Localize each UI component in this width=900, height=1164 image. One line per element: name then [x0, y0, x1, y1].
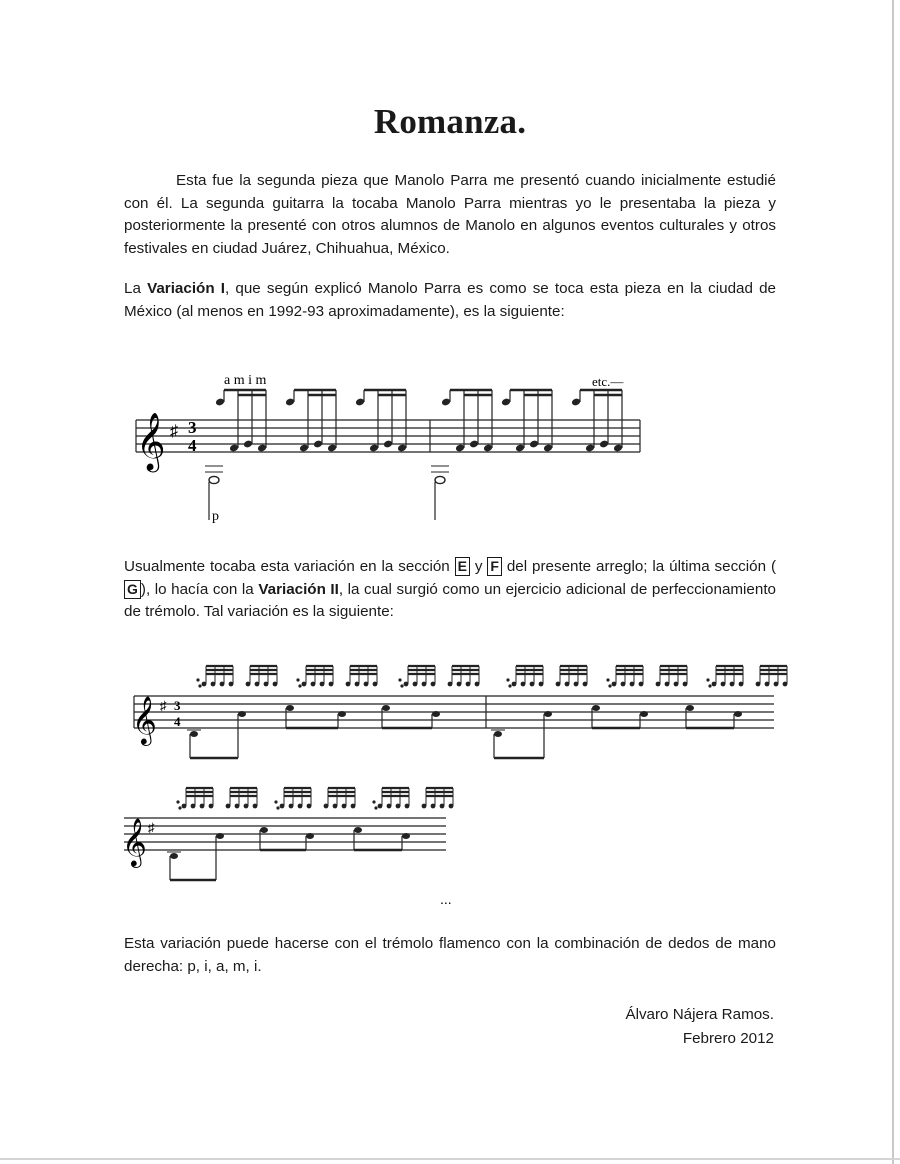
page-title: Romanza.	[373, 102, 527, 141]
closing-paragraph: Esta variación puede hacerse con el trémolo flamenco con la combinación de dedos de mano derecha: p, i, a, m, i.	[124, 935, 776, 975]
time-signature-bottom: 4	[188, 436, 197, 455]
bass-note	[686, 705, 694, 711]
time-signature-top: 3	[188, 418, 197, 437]
signature-date: Febrero 2012	[682, 1030, 774, 1047]
bass-note	[170, 853, 178, 859]
bass-note	[354, 827, 362, 833]
signature-block	[625, 1003, 774, 1051]
bass-note	[216, 833, 224, 839]
variation-one-notes	[205, 390, 623, 520]
bass-note	[286, 705, 294, 711]
variation-two-paragraph: Usualmente tocaba esta variación en la sección E y F del presente arreglo; la última sección (G ), lo hacía con la Variación II, la cual surgió como un ejercicio adicional de perfeccionamiento de trémolo. Tal variación es la siguiente:	[124, 558, 777, 620]
dot	[178, 806, 181, 809]
section-f-box: F	[487, 557, 502, 576]
key-signature-sharp: ♯	[160, 698, 167, 713]
right-hand-fingering: a m i m	[224, 373, 267, 388]
bass-note	[544, 711, 552, 717]
bass-note	[435, 476, 445, 483]
bass-note	[238, 711, 246, 717]
paragraph-text: , lo hacía con la	[145, 580, 259, 598]
bass-note	[494, 731, 502, 737]
bass-note	[432, 711, 440, 717]
dot	[198, 684, 201, 687]
page-edge-right	[892, 0, 894, 1164]
score-variation-two-line-one	[124, 650, 784, 780]
page-edge-bottom	[0, 1158, 900, 1160]
score-variation-one	[124, 360, 644, 530]
paragraph-text: del presente arreglo; la última sección	[501, 558, 771, 575]
dot	[608, 684, 611, 687]
bass-note	[734, 711, 742, 717]
paragraph-text: , la cual surgió como un ejercicio adicional de perfeccionamiento de trémolo. Tal variación es la siguiente:	[124, 580, 776, 620]
key-signature-sharp: ♯	[170, 423, 178, 440]
bass-note	[306, 833, 314, 839]
dot	[400, 684, 403, 687]
bass-note	[592, 705, 600, 711]
bass-note	[338, 711, 346, 717]
dot	[196, 678, 199, 681]
dot	[176, 800, 179, 803]
paragraph-text: La	[124, 280, 148, 297]
variation-one-label: Variación I	[147, 280, 225, 297]
dot	[606, 678, 609, 681]
dot	[298, 684, 301, 687]
dot	[274, 800, 277, 803]
section-e-box: E	[455, 557, 470, 576]
paragraph-text: y	[469, 558, 488, 575]
bass-note	[640, 711, 648, 717]
dot	[506, 678, 509, 681]
continuation-ellipsis: ...	[440, 891, 452, 907]
dot	[276, 806, 279, 809]
treble-clef: 𝄞	[122, 820, 147, 866]
dot	[296, 678, 299, 681]
staff-lines	[134, 696, 774, 728]
dot	[398, 678, 401, 681]
section-g-box: G	[124, 580, 141, 599]
dot	[374, 806, 377, 809]
paragraph-text: , que según explicó Manolo Parra es como se toca esta pieza en la ciudad de México (al menos en 1992-93 aproximadamente), es la siguiente:	[124, 280, 776, 320]
staff-lines	[124, 818, 446, 850]
bass-note	[209, 476, 219, 483]
etc-marking: etc.—	[592, 374, 624, 389]
author-name: Álvaro Nájera Ramos.	[625, 1006, 774, 1023]
variation-one-paragraph	[124, 278, 776, 323]
score-variation-two-line-two	[124, 790, 454, 920]
dot	[508, 684, 511, 687]
treble-clef: 𝄞	[136, 413, 166, 469]
bass-note	[190, 731, 198, 737]
key-signature-sharp: ♯	[148, 820, 155, 835]
bass-note	[382, 705, 390, 711]
variation-two-label: Variación II	[258, 580, 339, 598]
thumb-fingering: p	[212, 509, 219, 524]
treble-clef: 𝄞	[132, 698, 157, 744]
paragraph-text: Usualmente tocaba esta variación en la sección	[124, 558, 455, 575]
bass-note	[402, 833, 410, 839]
time-signature-top: 3	[174, 698, 181, 713]
dot	[708, 684, 711, 687]
dot	[706, 678, 709, 681]
bass-note	[260, 827, 268, 833]
time-signature-bottom: 4	[174, 714, 181, 729]
intro-paragraph: Esta fue la segunda pieza que Manolo Parra me presentó cuando inicialmente estudié con él. La segunda guitarra la tocaba Manolo Parra mientras yo le presentaba la pieza y posteriormente la presenté con otros alumnos de Manolo en algunos eventos culturales y otros festivales en ciudad Juárez, Chihuahua, México.	[124, 172, 776, 257]
dot	[372, 800, 375, 803]
